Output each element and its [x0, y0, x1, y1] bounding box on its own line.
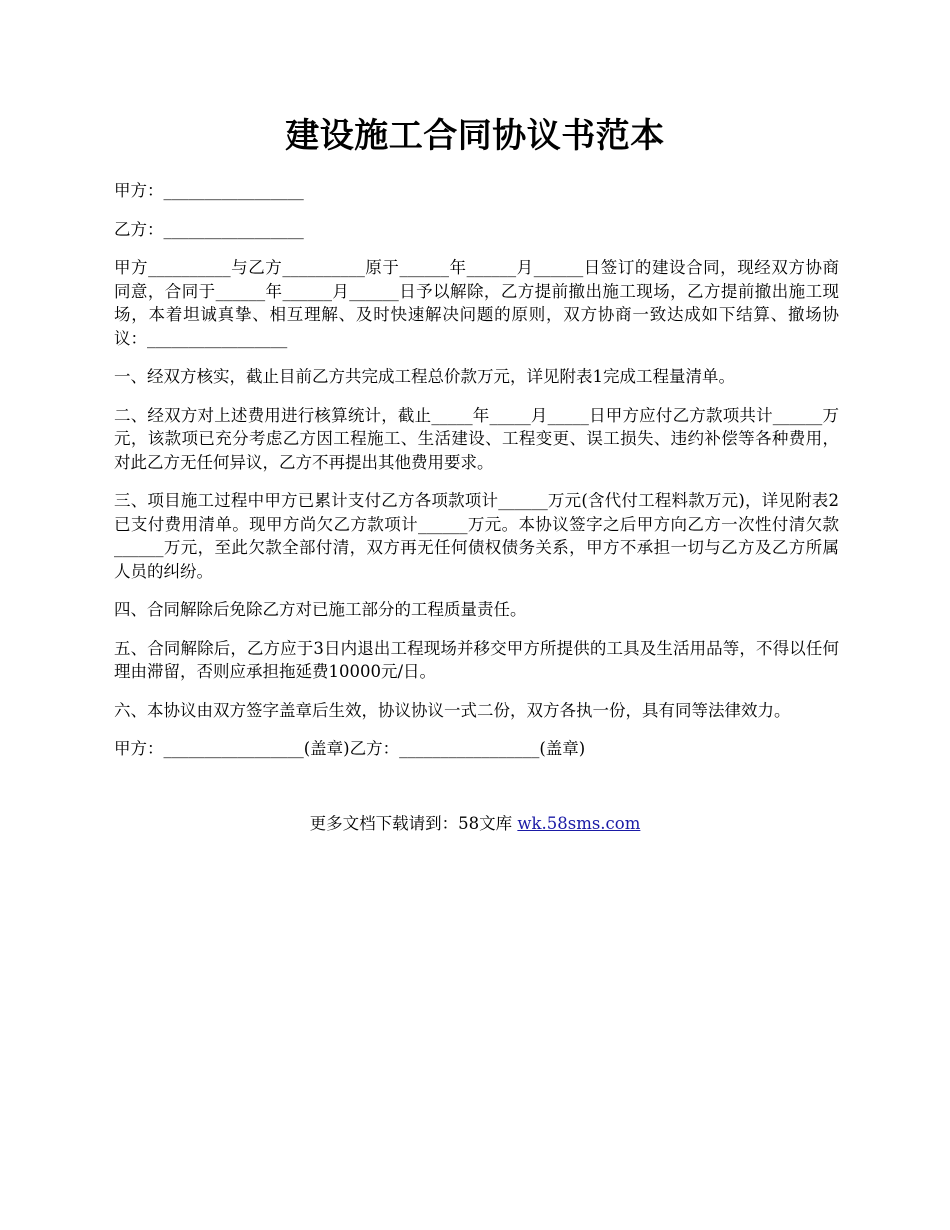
document-body	[114, 179, 839, 776]
signature-line: 甲方：_________________(盖章)乙方：_________________(盖章)	[114, 739, 586, 758]
preamble-paragraph: 甲方__________与乙方__________原于______年______月______日签订的建设合同，现经双方协商同意，合同于______年______月______日予以解除，乙方提前撤出施工现场，乙方提前撤出施工现场，本着坦诚真挚、相互理解、及时快速解决问题的原则，双方协商一致达成如下结算、撤场协议：_________________	[114, 258, 839, 348]
clause-1: 一、经双方核实，截止目前乙方共完成工程总价款万元，详见附表1完成工程量清单。	[114, 367, 735, 386]
party-a-line: 甲方：_________________	[114, 181, 304, 200]
clause-5: 五、合同解除后，乙方应于3日内退出工程现场并移交甲方所提供的工具及生活用品等，不得以任何理由滞留，否则应承担拖延费10000元/日。	[114, 638, 839, 681]
clause-3: 三、项目施工过程中甲方已累计支付乙方各项款项计______万元(含代付工程料款万元)，详见附表2已支付费用清单。现甲方尚欠乙方款项计______万元。本协议签字之后甲方向乙方一次性付清欠款______万元，至此欠款全部付清，双方再无任何债权债务关系，甲方不承担一切与乙方及乙方所属人员的纠纷。	[114, 491, 839, 581]
footer-prefix: 更多文档下载请到：58文库	[309, 814, 518, 833]
footer-link[interactable]: wk.58sms.com	[517, 814, 641, 833]
footer-note	[0, 812, 950, 835]
clause-4: 四、合同解除后免除乙方对已施工部分的工程质量责任。	[114, 600, 527, 619]
document-title: 建设施工合同协议书范本	[285, 116, 665, 156]
party-b-line: 乙方：_________________	[114, 219, 304, 239]
clause-6: 六、本协议由双方签字盖章后生效，协议协议一式二份，双方各执一份，具有同等法律效力。	[114, 700, 791, 720]
clause-2: 二、经双方对上述费用进行核算统计，截止_____年_____月_____日甲方应付乙方款项共计______万元，该款项已充分考虑乙方因工程施工、生活建设、工程变更、误工损失、违约补偿等各种费用，对此乙方无任何异议，乙方不再提出其他费用要求。	[114, 405, 839, 472]
